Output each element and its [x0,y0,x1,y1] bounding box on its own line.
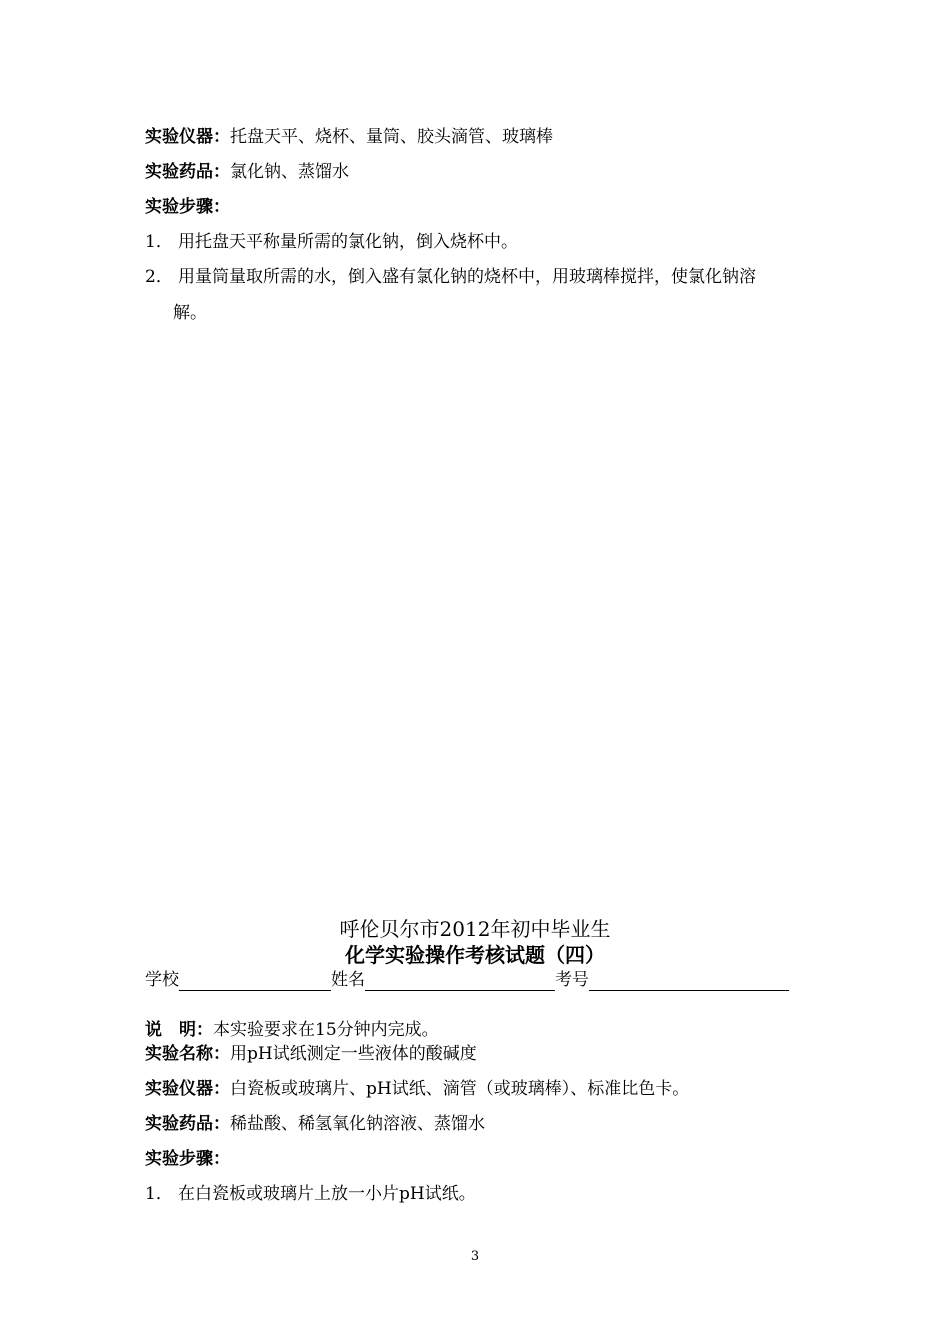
step-text: 用托盘天平称量所需的氯化钠，倒入烧杯中。 [178,232,518,252]
steps-heading [145,196,230,218]
reagents-text: 氯化钠、蒸馏水 [230,162,349,182]
step-continuation [173,302,207,324]
step-text-cont: 解。 [173,303,207,323]
step-number: 1． [145,1184,173,1204]
steps-heading [145,1148,230,1170]
experiment-name-line [145,1043,477,1065]
exam-title-line2: 化学实验操作考核试题（四） [345,943,605,967]
page-number: 3 [470,1249,480,1264]
instruments-label: 实验仪器： [145,127,230,147]
instruments-label: 实验仪器： [145,1079,230,1099]
instruments-text: 托盘天平、烧杯、量筒、胶头滴管、玻璃棒 [230,127,553,147]
note-line [145,1019,439,1041]
candidate-info-row [145,969,789,991]
step-number: 1． [145,232,173,252]
note-label: 说 明： [145,1020,213,1040]
exam-no-field[interactable] [589,972,789,991]
experiment-name-label: 实验名称： [145,1044,230,1064]
name-label: 姓名 [331,970,365,990]
exam-title-line1: 呼伦贝尔市2012年初中毕业生 [339,917,611,941]
instruments-line [145,126,553,148]
steps-label: 实验步骤： [145,1149,230,1169]
note-text: 本实验要求在15分钟内完成。 [213,1020,439,1040]
instruments-text: 白瓷板或玻璃片、pH试纸、滴管（或玻璃棒）、标准比色卡。 [230,1079,690,1099]
reagents-text: 稀盐酸、稀氢氧化钠溶液、蒸馏水 [230,1114,485,1134]
instruments-line [145,1078,689,1100]
step-item [145,1183,476,1205]
school-label: 学校 [145,970,179,990]
reagents-line [145,161,349,183]
reagents-label: 实验药品： [145,1114,230,1134]
school-field[interactable] [179,972,331,991]
reagents-label: 实验药品： [145,162,230,182]
step-item [145,231,518,253]
experiment-name-text: 用pH试纸测定一些液体的酸碱度 [230,1044,477,1064]
step-item [145,266,756,288]
step-number: 2． [145,267,173,287]
step-text: 用量筒量取所需的水，倒入盛有氯化钠的烧杯中，用玻璃棒搅拌，使氯化钠溶 [178,267,756,287]
exam-no-label: 考号 [555,970,589,990]
step-text: 在白瓷板或玻璃片上放一小片pH试纸。 [178,1184,476,1204]
name-field[interactable] [365,972,555,991]
reagents-line [145,1113,485,1135]
steps-label: 实验步骤： [145,197,230,217]
